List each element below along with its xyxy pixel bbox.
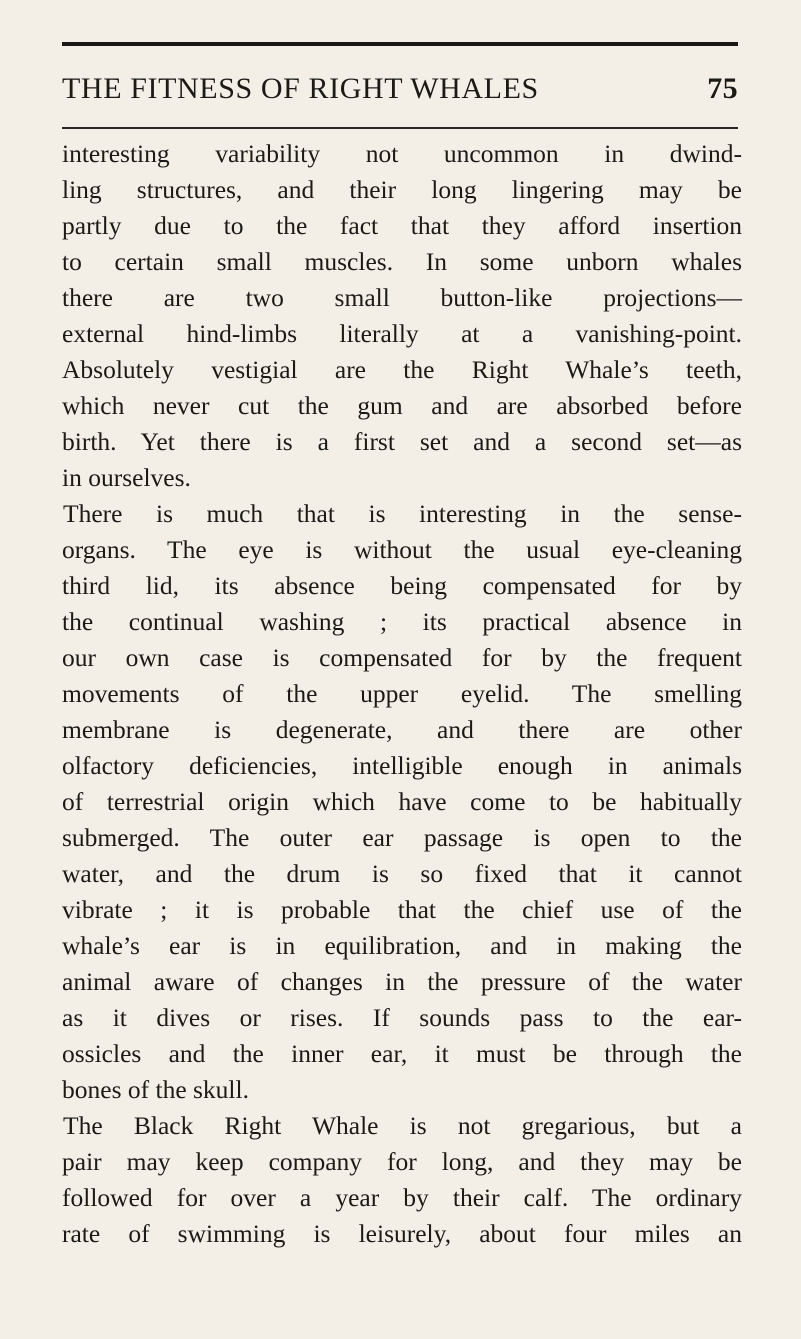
text-line: there are two small button-like projections— [62,283,742,312]
text-line: as it dives or rises. If sounds pass to the ear- [62,1003,742,1032]
top-rule [62,42,738,46]
running-title: THE FITNESS OF RIGHT WHALES [62,72,539,105]
text-line: third lid, its absence being compensated for by [62,571,742,600]
text-line: birth. Yet there is a first set and a second set—as [62,427,742,456]
header-rule [62,127,738,129]
text-line: animal aware of changes in the pressure of the water [62,967,742,996]
text-line: pair may keep company for long, and they may be [62,1147,742,1176]
text-line: There is much that is interesting in the sense- [63,499,742,528]
text-line: to certain small muscles. In some unborn whales [62,247,742,276]
body-text [62,136,742,1252]
text-line: which never cut the gum and are absorbed before [62,391,742,420]
text-line: ossicles and the inner ear, it must be through the [62,1039,742,1068]
paragraph [62,496,742,1108]
text-line: whale’s ear is in equilibration, and in making the [62,931,742,960]
text-line: The Black Right Whale is not gregarious, but a [63,1111,742,1140]
text-line: followed for over a year by their calf. The ordinary [62,1183,742,1212]
text-line: water, and the drum is so fixed that it cannot [62,859,742,888]
text-line: partly due to the fact that they afford insertion [62,211,742,240]
text-line: Absolutely vestigial are the Right Whale’s teeth, [62,355,742,384]
text-line: organs. The eye is without the usual eye-cleaning [62,535,742,564]
text-line: interesting variability not uncommon in dwind- [62,139,742,168]
text-line: in ourselves. [62,463,191,492]
text-line: our own case is compensated for by the frequent [62,643,742,672]
text-line: of terrestrial origin which have come to be habitually [62,787,742,816]
text-line: membrane is degenerate, and there are other [62,715,742,744]
running-header [62,72,738,112]
text-line: rate of swimming is leisurely, about four miles an [62,1219,742,1248]
text-line: ling structures, and their long lingering may be [62,175,742,204]
text-line: the continual washing ; its practical absence in [62,607,742,636]
paragraph [62,136,742,496]
text-line: vibrate ; it is probable that the chief use of the [62,895,742,924]
text-line: external hind-limbs literally at a vanishing-point. [62,319,742,348]
text-line: olfactory deficiencies, intelligible enough in animals [62,751,742,780]
page-number: 75 [707,72,738,105]
paragraph [62,1108,742,1252]
text-line: movements of the upper eyelid. The smelling [62,679,742,708]
text-line: bones of the skull. [62,1075,249,1104]
text-line: submerged. The outer ear passage is open to the [62,823,742,852]
